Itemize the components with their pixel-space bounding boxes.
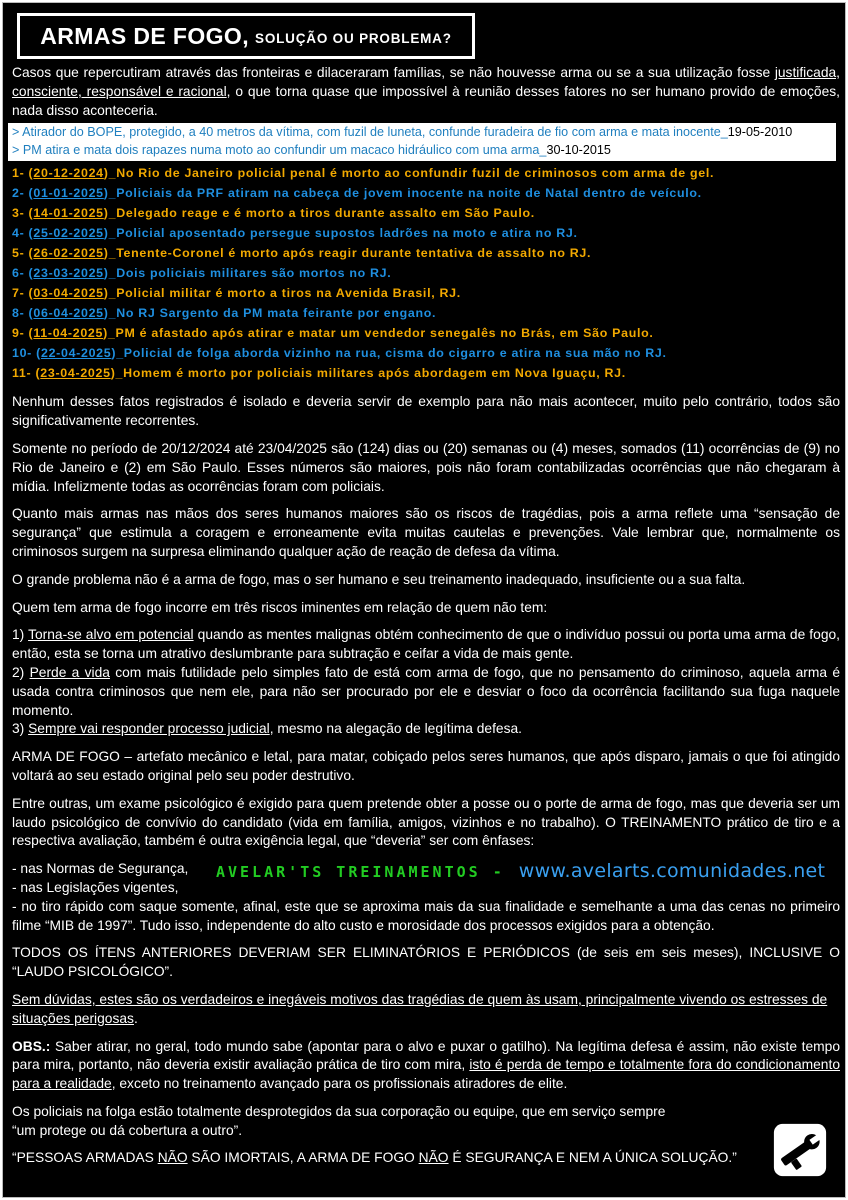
- event-date: 03-04-2025: [33, 286, 104, 301]
- event-text: )_Delegado reage e é morto a tiros durante assalto em São Paulo.: [103, 206, 535, 221]
- risk-title: Torna-se alvo em potencial: [28, 627, 194, 643]
- event-date: 23-04-2025: [40, 366, 111, 381]
- highlight-cases-box: [8, 123, 836, 161]
- risk-title: Sempre vai responder processo judicial: [28, 721, 270, 737]
- event-text: )_Dois policiais militares são mortos no RJ.: [103, 266, 392, 281]
- event-text: )_Policial militar é morto a tiros na Avenida Brasil, RJ.: [103, 286, 461, 301]
- event-number: 2- (: [12, 186, 34, 201]
- event-text: )_Homem é morto por policiais militares após abordagem em Nova Iguaçu, RJ.: [110, 366, 626, 381]
- event-number: 10- (: [12, 346, 41, 361]
- emphasis-list: [12, 860, 840, 935]
- page-subtitle: SOLUÇÃO OU PROBLEMA?: [255, 30, 452, 46]
- risk-text: , mesmo na alegação de legítima defesa.: [269, 721, 523, 737]
- highlight-case: [12, 124, 832, 142]
- risks-list: [12, 626, 840, 739]
- definition-paragraph: ARMA DE FOGO – artefato mecânico e letal, para matar, cobiçado pelos seres humanos, que após disparo, jamais o que foi atingido voltará ao seu estado original pelo seu poder destrutivo.: [12, 749, 840, 783]
- risks-intro-paragraph: Quem tem arma de fogo incorre em três riscos iminentes em relação de quem não tem:: [12, 599, 548, 615]
- event-item: [12, 203, 840, 223]
- title-box: [17, 13, 475, 59]
- event-number: 9- (: [12, 326, 34, 341]
- quote-text: SÃO IMORTAIS, A ARMA DE FOGO: [187, 1150, 419, 1166]
- reasons-paragraph: [12, 991, 840, 1029]
- obs-text-end: , exceto no treinamento avançado para os profissionais atiradores de elite.: [111, 1076, 568, 1092]
- event-text: )_Policial aposentado persegue supostos ladrões na moto e atira no RJ.: [103, 226, 578, 241]
- intro-text-end: , o que torna quase que impossível à reunião desses fatores no ser humano provido de emoções, nada disso aconteceria.: [12, 83, 840, 118]
- risk-item: [12, 720, 840, 739]
- emphasis-item: - no tiro rápido com saque somente, afinal, este que se aproxima mais da sua finalidade e semelhante a uma das cenas no primeiro filme “MIB de 1997”. Tudo isso, independente do alto custo e morosidade dos processos exigidos para a obtenção.: [12, 898, 840, 933]
- event-date: 06-04-2025: [33, 306, 104, 321]
- reasons-end: .: [133, 1010, 138, 1026]
- highlight-case: [12, 142, 832, 160]
- event-item: [12, 343, 840, 363]
- content: [12, 64, 840, 1177]
- obs-paragraph: [12, 1038, 840, 1094]
- event-item: [12, 323, 840, 343]
- event-number: 3- (: [12, 206, 34, 221]
- intro-text-start: Casos que repercutiram através das fronteiras e dilaceraram famílias, se não houvesse arma ou se a sua utilização fosse: [12, 65, 775, 80]
- obs-text-start: Saber atirar, no geral, todo mundo sabe (apontar para o alvo e puxar o gatilho). Na legítima defesa é assim, não existe tempo para mira, portanto, não deveria existir avaliação prática de tiro com mira,: [12, 1038, 840, 1073]
- obs-label: OBS.:: [12, 1038, 51, 1054]
- offduty-paragraph: [12, 1103, 840, 1141]
- event-number: 1- (: [12, 166, 34, 181]
- event-item: [12, 163, 840, 183]
- risk-number: 2): [12, 664, 30, 680]
- event-date: 22-04-2025: [40, 346, 112, 361]
- page-title: ARMAS DE FOGO,: [40, 22, 250, 49]
- event-text: )_Policial de folga aborda vizinho na rua, cisma do cigarro e atira na sua mão no RJ.: [111, 346, 667, 361]
- highlight-case-date: 19-05-2010: [727, 125, 793, 140]
- event-date: 01-01-2025: [33, 186, 104, 201]
- event-item: [12, 283, 840, 303]
- quote-text: É SEGURANÇA E NEM A ÚNICA SOLUÇÃO.”: [448, 1150, 737, 1166]
- event-item: [12, 183, 840, 203]
- problem-paragraph: O grande problema não é a arma de fogo, mas o ser humano e seu treinamento inadequado, insuficiente ou a sua falta.: [12, 571, 746, 587]
- reasons-underlined: Sem dúvidas, estes são os verdadeiros e inegáveis motivos das tragédias de quem às usam, principalmente vivendo os estresses de situações perigosas: [12, 991, 828, 1026]
- event-text: )_Tenente-Coronel é morto após reagir durante tentativa de assalto no RJ.: [103, 246, 592, 261]
- quote-not: NÃO: [418, 1150, 449, 1166]
- event-item: [12, 243, 840, 263]
- brand-url-link[interactable]: www.avelarts.comunidades.net: [518, 860, 826, 883]
- event-number: 7- (: [12, 286, 34, 301]
- event-item: [12, 263, 840, 283]
- intro-paragraph: [12, 64, 840, 120]
- event-date: 20-12-2024: [33, 166, 104, 181]
- offduty-line: “um protege ou dá cobertura a outro”.: [12, 1122, 243, 1138]
- event-date: 26-02-2025: [33, 246, 104, 261]
- event-number: 5- (: [12, 246, 34, 261]
- event-number: 6- (: [12, 266, 34, 281]
- risk-item: [12, 664, 840, 720]
- event-item: [12, 303, 840, 323]
- events-list: [12, 163, 840, 383]
- quote-text: “PESSOAS ARMADAS: [12, 1150, 158, 1166]
- emphasis-item: - nas Legislações vigentes,: [12, 879, 179, 895]
- risk-text: quando as mentes malignas obtém conhecimento de que o indivíduo possui ou porta uma arma de fogo, então, esta se torna um atrativo deslumbrante para subtração e ceifar a vida de mais gente.: [12, 627, 840, 662]
- closing-quote: [12, 1149, 840, 1168]
- risk-number: 1): [12, 627, 29, 643]
- highlight-case-date: 30-10-2015: [546, 142, 611, 157]
- event-number: 11- (: [12, 366, 41, 381]
- risk-title: Perde a vida: [29, 664, 110, 680]
- obs-underlined: isto é perda de tempo e totalmente fora do condicionamento para a realidade: [12, 1057, 840, 1092]
- all-items-paragraph: TODOS OS ÍTENS ANTERIORES DEVERIAM SER ELIMINATÓRIOS E PERIÓDICOS (de seis em seis meses), INCLUSIVE O “LAUDO PSICOLÓGICO”.: [12, 945, 840, 980]
- brand-banner: [216, 862, 825, 883]
- event-date: 14-01-2025: [33, 206, 104, 221]
- event-text: )_No Rio de Janeiro policial penal é morto ao confundir fuzil de criminosos com arma de gel.: [103, 166, 715, 181]
- event-text: )_PM é afastado após atirar e matar um vendedor senegalês no Brás, em São Paulo.: [103, 326, 654, 341]
- period-paragraph: Somente no período de 20/12/2024 até 23/04/2025 são (124) dias ou (20) semanas ou (4) meses, somados (11) ocorrências de (9) no Rio de Janeiro e (2) em São Paulo. Esses números são maiores, pois não foram contabilizadas ocorrências que não chegaram à mídia. Infelizmente todas as ocorrências foram com policiais.: [12, 440, 840, 494]
- intro-underlined: justificada, consciente, responsável e racional: [12, 65, 840, 99]
- highlight-case-text: > PM atira e mata dois rapazes numa moto ao confundir um macaco hidráulico com uma arma_: [12, 142, 547, 157]
- isolated-paragraph: Nenhum desses fatos registrados é isolado e deveria servir de exemplo para não mais acontecer, muito pelo contrário, todos são significativamente recorrentes.: [12, 394, 840, 429]
- wrench-pistol-logo-icon: [771, 1121, 829, 1179]
- brand-name: AVELAR'TS TREINAMENTOS -: [216, 863, 505, 882]
- quote-not: NÃO: [157, 1150, 188, 1166]
- event-date: 11-04-2025: [33, 326, 104, 341]
- event-item: [12, 223, 840, 243]
- event-item: [12, 363, 840, 383]
- event-date: 25-02-2025: [33, 226, 104, 241]
- event-number: 8- (: [12, 306, 34, 321]
- risk-number: 3): [12, 721, 29, 737]
- risk-item: [12, 626, 840, 664]
- exam-paragraph: Entre outras, um exame psicológico é exigido para quem pretende obter a posse ou o porte de arma de fogo, mas que deveria ser um laudo psicológico de convívio do candidato (vida em família, amigos, vizinhos e no trabalho). O TREINAMENTO prático de tiro e a respectiva avaliação, também é outra exigência legal, que “deveria” ser com ênfases:: [12, 795, 840, 849]
- risk-text: com mais futilidade pelo simples fato de está com arma de fogo, que no pensamento do criminoso, aquela arma é usada contra criminosos que nem ele, para não ser procurado por ele e desviar o foco da ocorrência facilitando sua fuga naquele momento.: [12, 664, 840, 718]
- highlight-case-text: > Atirador do BOPE, protegido, a 40 metros da vítima, com fuzil de luneta, confunde furadeira de fio com arma e mata inocente_: [12, 125, 728, 140]
- event-number: 4- (: [12, 226, 34, 241]
- event-text: )_Policiais da PRF atiram na cabeça de jovem inocente na noite de Natal dentro de veículo.: [103, 186, 702, 201]
- event-date: 23-03-2025: [33, 266, 104, 281]
- more-arms-paragraph: Quanto mais armas nas mãos dos seres humanos maiores são os riscos de tragédias, pois a arma reflete uma “sensação de segurança” que estimula a coragem e erroneamente evita muitas cautelas e prevenções. Vale lembrar que, normalmente os criminosos surgem na surpresa eliminando qualquer ação de reação de defesa da vítima.: [12, 506, 840, 559]
- emphasis-item: - nas Normas de Segurança,: [12, 861, 189, 877]
- document-page: [2, 2, 846, 1198]
- event-text: )_No RJ Sargento da PM mata feirante por engano.: [103, 306, 437, 321]
- offduty-line: Os policiais na folga estão totalmente desprotegidos da sua corporação ou equipe, que em serviço sempre: [12, 1103, 666, 1119]
